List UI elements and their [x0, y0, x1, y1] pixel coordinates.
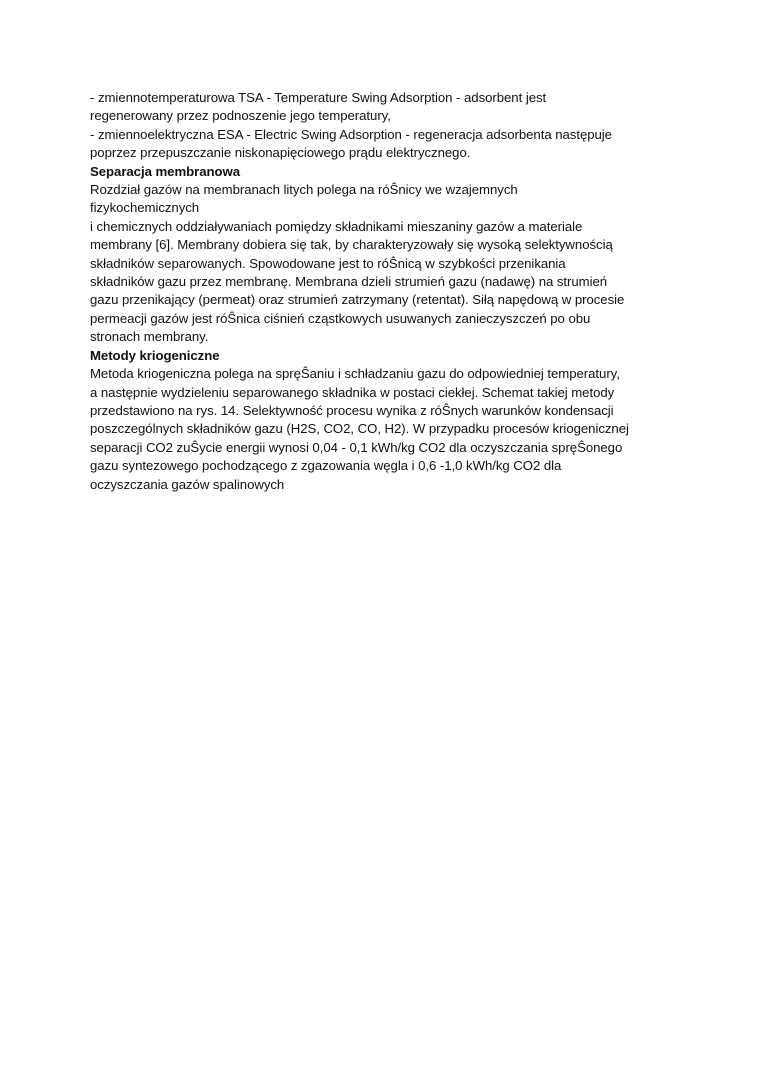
text-line: permeacji gazów jest róŜnica ciśnień cząstkowych usuwanych zanieczyszczeń po obu [90, 310, 591, 326]
text-line: i chemicznych oddziaływaniach pomiędzy składnikami mieszaniny gazów a materiale [90, 218, 583, 234]
text-line: Metoda kriogeniczna polega na spręŜaniu i schładzaniu gazu do odpowiedniej temperatury, [90, 366, 620, 382]
text-line: Rozdział gazów na membranach litych polega na róŜnicy we wzajemnych [90, 182, 518, 198]
document-page [90, 89, 690, 494]
text-line: poprzez przepuszczanie niskonapięciowego prądu elektrycznego. [90, 145, 471, 161]
text-line: gazu przenikający (permeat) oraz strumień zatrzymany (retentat). Siłą napędową w procesie [90, 292, 625, 308]
text-line: oczyszczania gazów spalinowych [90, 476, 285, 492]
text-line: przedstawiono na rys. 14. Selektywność procesu wynika z róŜnych warunków kondensacji [90, 402, 614, 418]
text-line: - zmiennotemperaturowa TSA - Temperature Swing Adsorption - adsorbent jest [90, 90, 547, 105]
section-heading: Metody kriogeniczne [90, 347, 220, 363]
text-line: stronach membrany. [90, 329, 209, 345]
text-line: - zmiennoelektryczna ESA - Electric Swing Adsorption - regeneracja adsorbenta następuje [90, 126, 612, 142]
text-line: separacji CO2 zuŜycie energii wynosi 0,04 - 0,1 kWh/kg CO2 dla oczyszczania spręŜonego [90, 439, 623, 455]
text-line: regenerowany przez podnoszenie jego temperatury, [90, 108, 391, 124]
text-line: składników gazu przez membranę. Membrana dzieli strumień gazu (nadawę) na strumień [90, 274, 608, 290]
text-line: poszczególnych składników gazu (H2S, CO2, CO, H2). W przypadku procesów kriogenicznej [90, 421, 629, 437]
text-line: membrany [6]. Membrany dobiera się tak, by charakteryzowały się wysoką selektywnością [90, 237, 613, 253]
intro-paragraph [90, 89, 690, 163]
text-line: a następnie wydzieleniu separowanego składnika w postaci ciekłej. Schemat takiej metody [90, 384, 615, 400]
membrane-section [90, 163, 690, 347]
text-line: gazu syntezowego pochodzącego z zgazowania węgla i 0,6 -1,0 kWh/kg CO2 dla [90, 458, 562, 474]
text-line: składników separowanych. Spowodowane jest to róŜnicą w szybkości przenikania [90, 255, 566, 271]
cryogenic-section [90, 347, 690, 494]
section-heading: Separacja membranowa [90, 163, 240, 179]
text-line: fizykochemicznych [90, 200, 200, 216]
